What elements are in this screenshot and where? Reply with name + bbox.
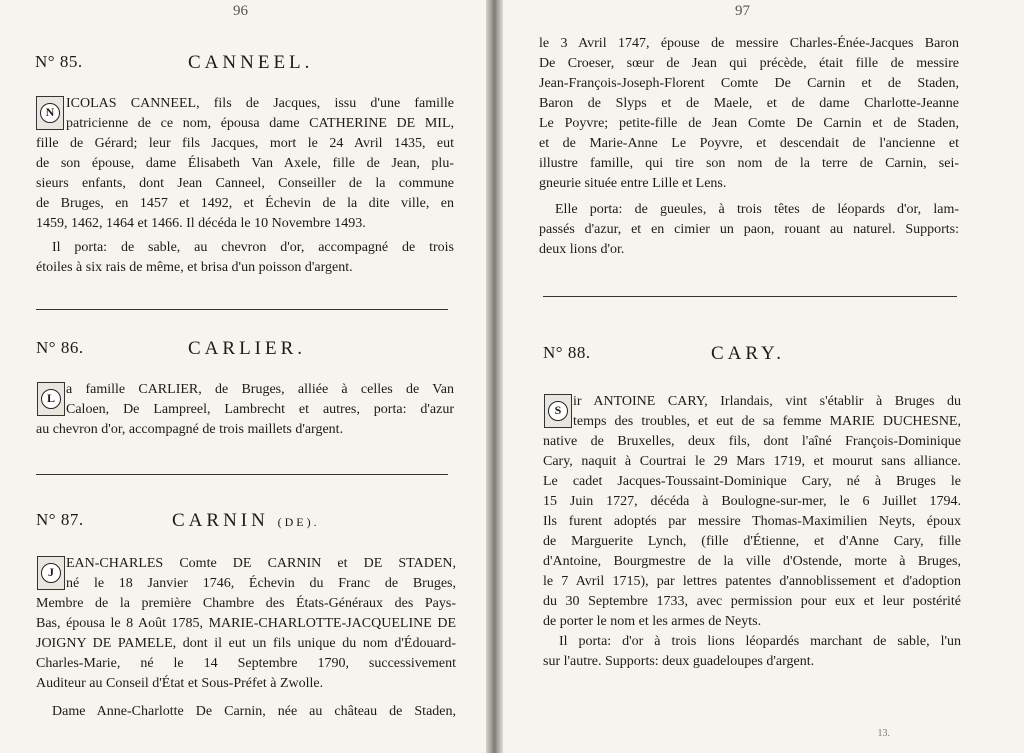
page-number: 97: [735, 3, 750, 19]
entry-paragraph: ICOLAS CANNEEL, fils de Jacques, issu d'une famille patricienne de ce nom, épousa dame CATHERINE DE MIL, fille de Gérard; leur fils Jacques, mort le 24 Avril 1435, eut de son épouse, dame Élisabeth Van Axele, fille de Jean, plu- sieurs enfants, dont Jean Canneel, Conseiller de la commune de Bruges, en 1457 et 1492, et Échevin de la dite ville, en 1459, 1462, 1464 et 1466. Il décéda le 10 Novembre 1493.: [36, 96, 454, 231]
entry-header: [0, 510, 486, 534]
entry-title: CANNEEL.: [188, 52, 314, 73]
entry-title: CARY.: [711, 343, 786, 364]
entry-number: N° 87.: [36, 510, 84, 529]
continuation-paragraph: le 3 Avril 1747, épouse de messire Charles-Énée-Jacques Baron De Croeser, sœur de Jean qui précède, était fille de messire Jean-François-Joseph-Florent Comte De Carnin et de Staden, Baron de Slyps et de Maele, et de dame Charlotte-Jeanne Le Poyvre; petite-fille de Jean Comte De Carnin et de Staden, et de Marie-Anne Le Poyvre, et descendait de l'ancienne et illustre famille, qui tire son nom de la terre de Carnin, sei- gneurie située entre Lille et Lens.: [539, 36, 959, 191]
entry-paragraph: Il porta: d'or à trois lions léopardés marchant de sable, l'un sur l'autre. Supports: deux guadeloupes d'argent.: [543, 634, 961, 669]
entry-header: [0, 338, 486, 362]
entry-paragraph: Dame Anne-Charlotte De Carnin, née au château de Staden,: [52, 704, 456, 719]
book-spine: [486, 0, 503, 753]
drop-cap-letter: L: [37, 382, 65, 416]
entry-title: CARLIER.: [188, 338, 307, 359]
drop-cap-letter: S: [544, 394, 572, 428]
page-number: 96: [233, 3, 248, 19]
entry-paragraph: a famille CARLIER, de Bruges, alliée à celles de Van Caloen, De Lampreel, Lambrecht et autres, porta: d'azur au chevron d'or, accompagné de trois maillets d'argent.: [36, 382, 454, 437]
entry-paragraph: ir ANTOINE CARY, Irlandais, vint s'établir à Bruges du temps des troubles, et eut de sa femme MARIE DUCHESNE, native de Bruxelles, deux fils, dont l'aîné François-Dominique Cary, naquit à Courtrai le 29 Mars 1719, et mourut sans alliance. Le cadet Jacques-Toussaint-Dominique Cary, né à Bruges le 15 Juin 1727, décéda à Boulogne-sur-mer, le 6 Juillet 1794. Ils furent adoptés par messire Thomas-Maximilien Neyts, époux de Marguerite Lynch, (fille d'Étienne, et d'Anne Cary, fille d'Antoine, Bourgmestre de la ville d'Ostende, morte à Bruges, le 7 Avril 1715), par lettres patentes d'annoblissement et d'adoption du 30 Septembre 1733, avec permission pour eux et leur postérité de porter le nom et les armes de Neyts.: [543, 394, 961, 629]
entry-number: N° 88.: [543, 343, 591, 362]
entry-header: [0, 52, 486, 76]
separator-rule: [36, 309, 448, 310]
entry-paragraph: Il porta: de sable, au chevron d'or, accompagné de trois étoiles à six rais de même, et brisa d'un poisson d'argent.: [36, 240, 454, 275]
signature-mark: 13.: [877, 728, 890, 739]
entry-title: CARNIN (DE).: [172, 510, 320, 531]
continuation-paragraph: Elle porta: de gueules, à trois têtes de léopards d'or, lam- passés d'azur, et en cimier un paon, rouant au naturel. Supports: deux lions d'or.: [539, 202, 959, 257]
entry-number: N° 86.: [36, 338, 84, 357]
separator-rule: [543, 296, 957, 297]
drop-cap-letter: J: [37, 556, 65, 590]
separator-rule: [36, 474, 448, 475]
left-page: [0, 0, 486, 753]
entry-paragraph: EAN-CHARLES Comte DE CARNIN et DE STADEN, né le 18 Janvier 1746, Échevin du Franc de Bruges, Membre de la première Chambre des États-Généraux des Pays- Bas, épousa le 8 Août 1785, MARIE-CHARLOTTE-JACQUELINE DE JOIGNY DE PAMELE, dont il eut un fils unique du nom d'Édouard- Charles-Marie, né le 14 Septembre 1790, successivement Auditeur au Conseil d'État et Sous-Préfet à Zwolle.: [36, 556, 456, 691]
entry-header: [503, 343, 1024, 367]
entry-number: N° 85.: [35, 52, 83, 71]
right-page: [503, 0, 1024, 753]
drop-cap-letter: N: [36, 96, 64, 130]
